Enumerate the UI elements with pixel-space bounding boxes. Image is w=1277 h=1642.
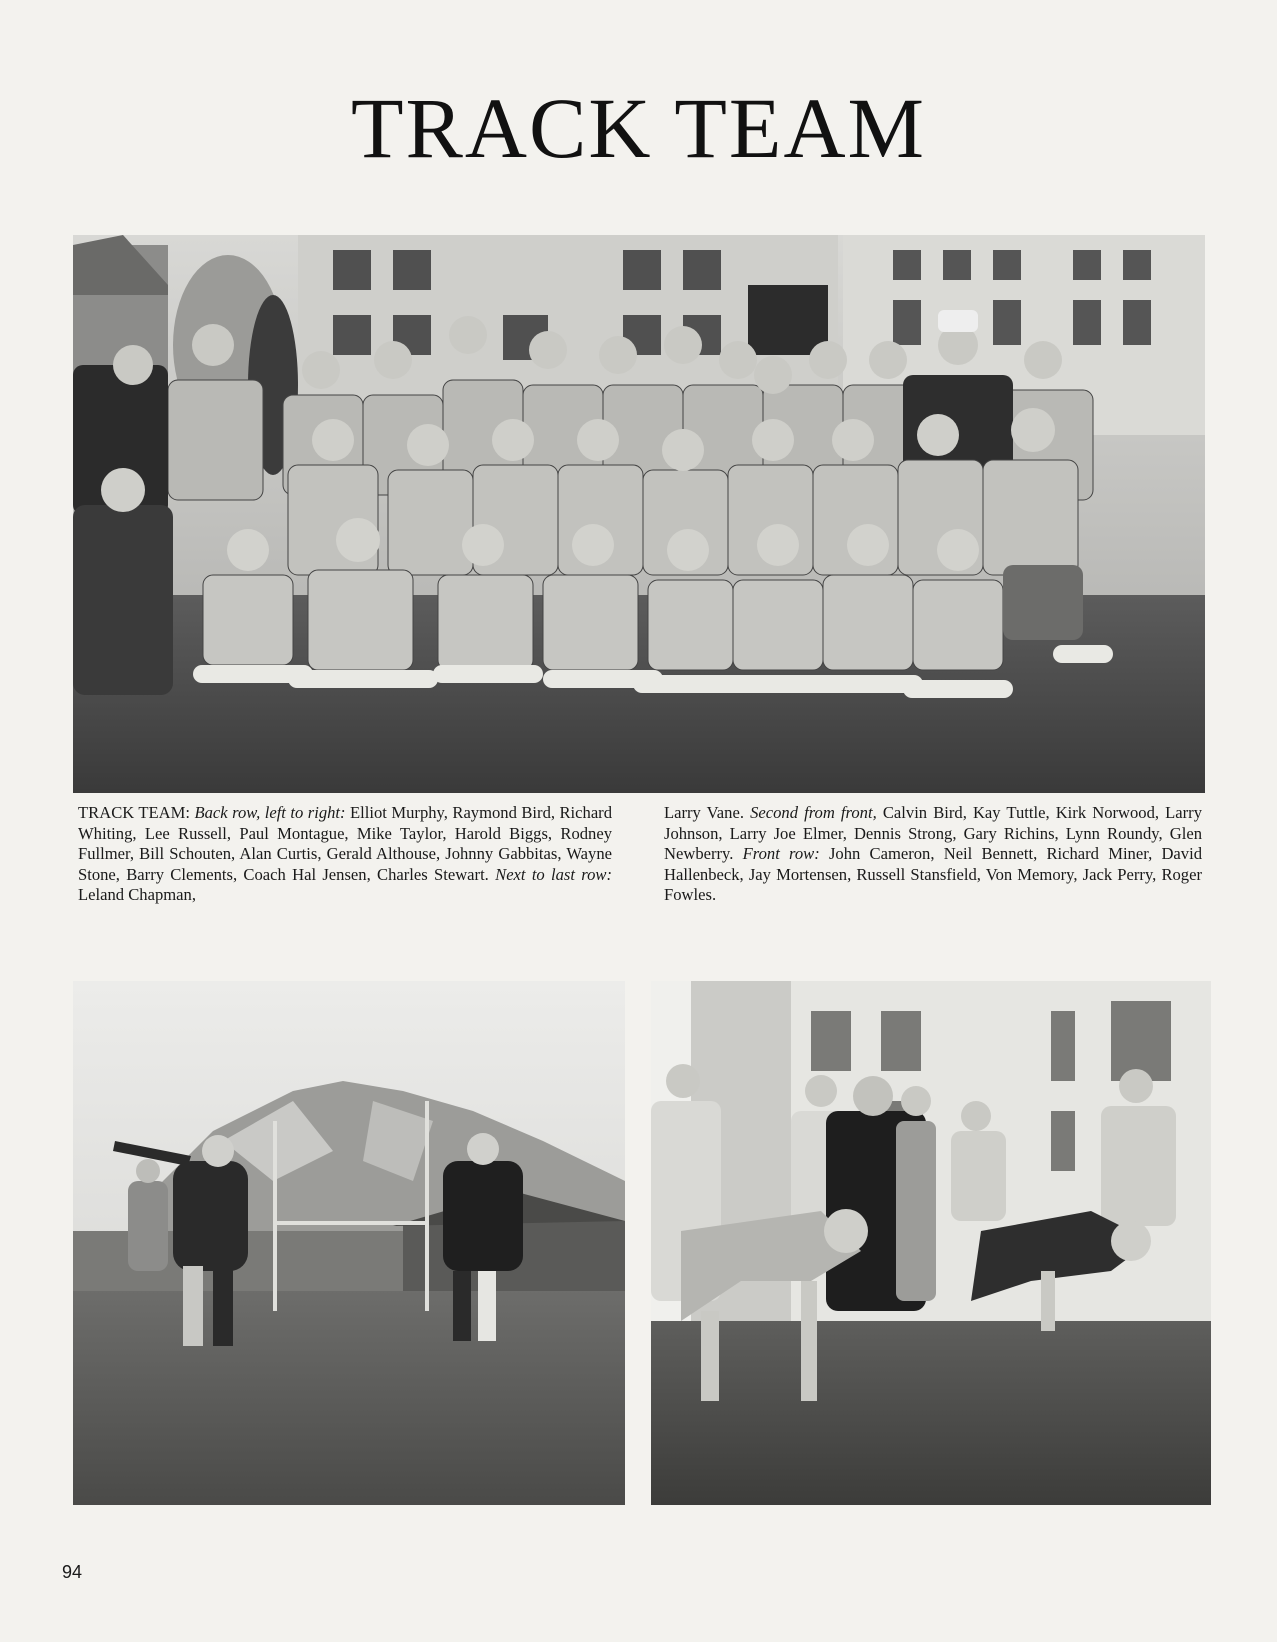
starting-blocks-photo (651, 981, 1211, 1505)
next-to-last-row-names: Leland Chapman, (78, 885, 196, 904)
page-title: TRACK TEAM (350, 80, 927, 176)
front-row-names: John Cameron, Neil Bennett, Richard Miner, David Hallenbeck, Jay Mortensen, Russell Stansfield, Von Memory, Jack Perry, Roger Fowles. (664, 844, 1202, 904)
team-photo-image (73, 235, 1205, 793)
starting-photo-image (651, 981, 1211, 1505)
caption-left-column (78, 803, 612, 906)
page-number: 94 (62, 1562, 83, 1582)
second-from-front-label: Second from front, (750, 803, 877, 822)
back-row-label: Back row, left to right: (194, 803, 346, 822)
team-group-photo (73, 235, 1205, 793)
caption-lead: TRACK TEAM: (78, 803, 195, 822)
second-from-front-names: Calvin Bird, Kay Tuttle, Kirk Norwood, Larry Johnson, Larry Joe Elmer, Dennis Strong, Gary Richins, Lynn Roundy, Glen Newberry. (664, 803, 1202, 863)
next-to-last-row-label: Next to last row: (495, 864, 613, 884)
back-row-names: Elliot Murphy, Raymond Bird, Richard Whiting, Lee Russell, Paul Montague, Mike Taylor, Harold Biggs, Rodney Fullmer, Bill Schouten, Alan Curtis, Gerald Althouse, Johnny Gabbitas, Wayne Stone, Barry Clements, Coach Hal Jensen, Charles Stewart. (78, 803, 613, 884)
throwing-photo-image (73, 981, 625, 1505)
caption-right-column (664, 803, 1202, 906)
next-to-last-row-names-continued: Larry Vane. (664, 803, 751, 822)
front-row-label: Front row: (742, 844, 820, 863)
throwing-practice-photo (73, 981, 625, 1505)
